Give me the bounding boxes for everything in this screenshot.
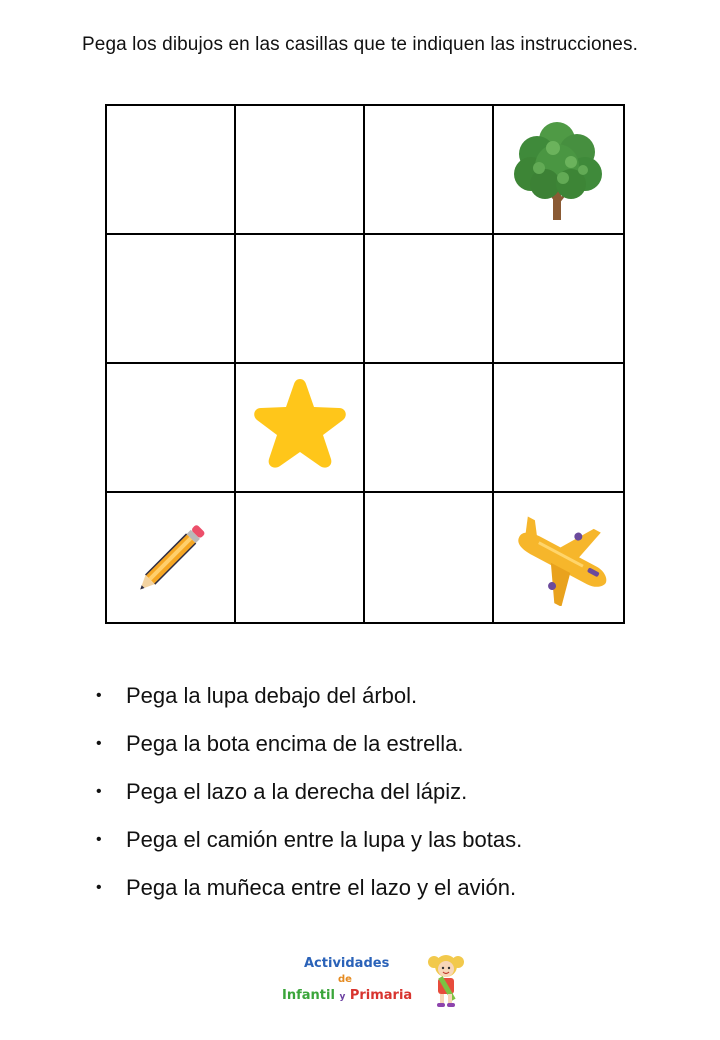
logo-primaria: Primaria	[349, 988, 413, 1003]
star-icon	[245, 375, 355, 481]
bullet-icon: •	[96, 687, 102, 704]
grid-cell-r4c1[interactable]	[107, 493, 236, 622]
list-item	[90, 816, 522, 864]
grid-cell-r1c2[interactable]	[236, 106, 365, 235]
pencil-icon	[121, 508, 221, 608]
instructions-list	[90, 672, 522, 912]
airplane-icon	[504, 510, 614, 606]
list-item-text: Pega la lupa debajo del árbol.	[126, 683, 418, 708]
grid-cell-r1c3[interactable]	[365, 106, 494, 235]
logo-line-3	[282, 988, 412, 1003]
logo-line-1: Actividades	[304, 956, 390, 971]
list-item	[90, 864, 522, 912]
grid-cell-r4c2[interactable]	[236, 493, 365, 622]
bullet-icon: •	[96, 879, 102, 896]
logo-line-2: de	[338, 974, 352, 985]
grid-cell-r4c4[interactable]	[494, 493, 623, 622]
list-item-text: Pega la bota encima de la estrella.	[126, 731, 464, 756]
list-item	[90, 720, 522, 768]
grid-cell-r3c2[interactable]	[236, 364, 365, 493]
grid-cell-r2c1[interactable]	[107, 235, 236, 364]
grid-cell-r1c4[interactable]	[494, 106, 623, 235]
grid-board	[105, 104, 625, 624]
grid-cell-r3c1[interactable]	[107, 364, 236, 493]
bullet-icon: •	[96, 831, 102, 848]
list-item	[90, 672, 522, 720]
logo-infantil: Infantil	[282, 988, 335, 1003]
bullet-icon: •	[96, 783, 102, 800]
tree-icon	[509, 118, 609, 222]
grid-cell-r2c2[interactable]	[236, 235, 365, 364]
grid-cell-r3c3[interactable]	[365, 364, 494, 493]
list-item-text: Pega el lazo a la derecha del lápiz.	[126, 779, 468, 804]
list-item	[90, 768, 522, 816]
grid-cell-r2c3[interactable]	[365, 235, 494, 364]
grid-cell-r4c3[interactable]	[365, 493, 494, 622]
grid-cell-r2c4[interactable]	[494, 235, 623, 364]
grid-cell-r1c1[interactable]	[107, 106, 236, 235]
bullet-icon: •	[96, 735, 102, 752]
site-logo	[278, 948, 478, 1012]
list-item-text: Pega la muñeca entre el lazo y el avión.	[126, 875, 517, 900]
logo-y: y	[339, 992, 346, 1002]
girl-mascot-icon	[424, 950, 468, 1010]
grid-cell-r3c4[interactable]	[494, 364, 623, 493]
list-item-text: Pega el camión entre la lupa y las botas.	[126, 827, 523, 852]
worksheet-instruction: Pega los dibujos en las casillas que te indiquen las instrucciones.	[82, 34, 638, 55]
